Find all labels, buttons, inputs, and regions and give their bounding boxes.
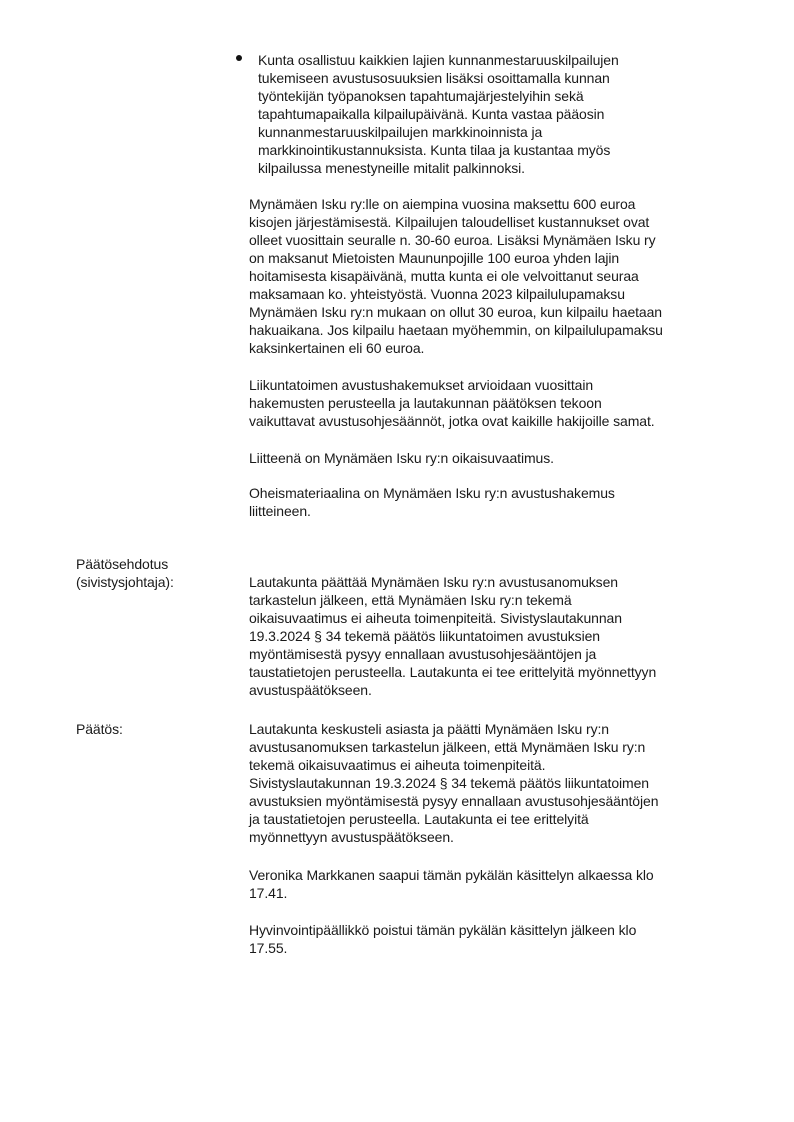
text-line: Mynämäen Isku ry:lle on aiempina vuosina maksettu 600 euroa [249,196,636,212]
text-line: on maksanut Mietoisten Maununpojille 100 euroa yhden lajin [249,250,620,266]
text-line: myönnettyyn avustuspäätökseen. [249,829,454,845]
text-line: kilpailussa menestyneille mitalit palkinnoksi. [258,160,525,176]
text-line: vaikuttavat avustusohjesäännöt, jotka ovat kaikille hakijoille samat. [249,413,655,429]
text-line: 17.41. [249,885,288,901]
proposal-label-role: (sivistysjohtaja): [76,574,174,590]
text-line: hakemusten perusteella ja lautakunnan päätöksen tekoon [249,395,602,411]
text-line: tapahtumapaikalla kilpailupäivänä. Kunta vastaa pääosin [258,106,605,122]
text-line: 17.55. [249,940,288,956]
text-line: liitteineen. [249,503,311,519]
bullet-icon [236,55,242,61]
text-line: Liikuntatoimen avustushakemukset arvioidaan vuosittain [249,377,594,393]
proposal-label: Päätösehdotus [76,556,169,572]
text-line: avustuksien myöntämisestä pysyy ennallaan avustusohjesääntöjen [249,793,659,809]
text-line: tekemä oikaisuvaatimus ei aiheuta toimenpiteitä. [249,757,546,773]
text-line: työntekijän työpanoksen tapahtumajärjestelyihin sekä [258,88,584,104]
text-line: markkinointikustannuksista. Kunta tilaa ja kustantaa myös [258,142,611,158]
text-line: Hyvinvointipäällikkö poistui tämän pykälän käsittelyn jälkeen klo [249,922,637,938]
text-line: ja taustatietojen perusteella. Lautakunta ei tee erittelyitä [249,811,589,827]
text-line: hoitamisesta kisapäivänä, mutta kunta ei ole velvoittanut seuraa [249,268,639,284]
text-line: Mynämäen Isku ry:n mukaan on ollut 30 euroa, kun kilpailu haetaan [249,304,662,320]
text-line: myöntämisestä pysyy ennallaan avustusohjesääntöjen ja [249,646,597,662]
text-line: tarkastelun jälkeen, että Mynämäen Isku ry:n tekemä [249,592,572,608]
text-line: kaksinkertainen eli 60 euroa. [249,340,425,356]
text-line: avustusanomuksen tarkastelun jälkeen, että Mynämäen Isku ry:n [249,739,646,755]
text-line: taustatietojen perusteella. Lautakunta ei tee erittelyitä myönnettyyn [249,664,657,680]
text-line: kunnanmestaruuskilpailujen markkinoinnista ja [258,124,543,140]
text-line: Lautakunta keskusteli asiasta ja päätti Mynämäen Isku ry:n [249,721,609,737]
text-line: Oheismateriaalina on Mynämäen Isku ry:n avustushakemus [249,485,615,501]
text-line: Liitteenä on Mynämäen Isku ry:n oikaisuvaatimus. [249,450,554,466]
text-line: oikaisuvaatimus ei aiheuta toimenpiteitä. Sivistyslautakunnan [249,610,622,626]
text-line: Kunta osallistuu kaikkien lajien kunnanmestaruuskilpailujen [258,52,619,68]
decision-label: Päätös: [76,721,123,737]
text-line: Lautakunta päättää Mynämäen Isku ry:n avustusanomuksen [249,574,618,590]
text-line: hakuaikana. Jos kilpailu haetaan myöhemmin, on kilpailulupamaksu [249,322,663,338]
text-line: avustuspäätökseen. [249,682,372,698]
text-line: tukemiseen avustusosuuksien lisäksi osoittamalla kunnan [258,70,610,86]
text-line: 19.3.2024 § 34 tekemä päätös liikuntatoimen avustuksien [249,628,600,644]
text-line: olleet vuosittain seuralle n. 30-60 euroa. Lisäksi Mynämäen Isku ry [249,232,656,248]
text-line: Veronika Markkanen saapui tämän pykälän käsittelyn alkaessa klo [249,867,654,883]
text-line: Sivistyslautakunnan 19.3.2024 § 34 tekemä päätös liikuntatoimen [249,775,649,791]
text-line: maksamaan ko. yhteistyöstä. Vuonna 2023 kilpailulupamaksu [249,286,625,302]
text-line: kisojen järjestämisestä. Kilpailujen taloudelliset kustannukset ovat [249,214,650,230]
